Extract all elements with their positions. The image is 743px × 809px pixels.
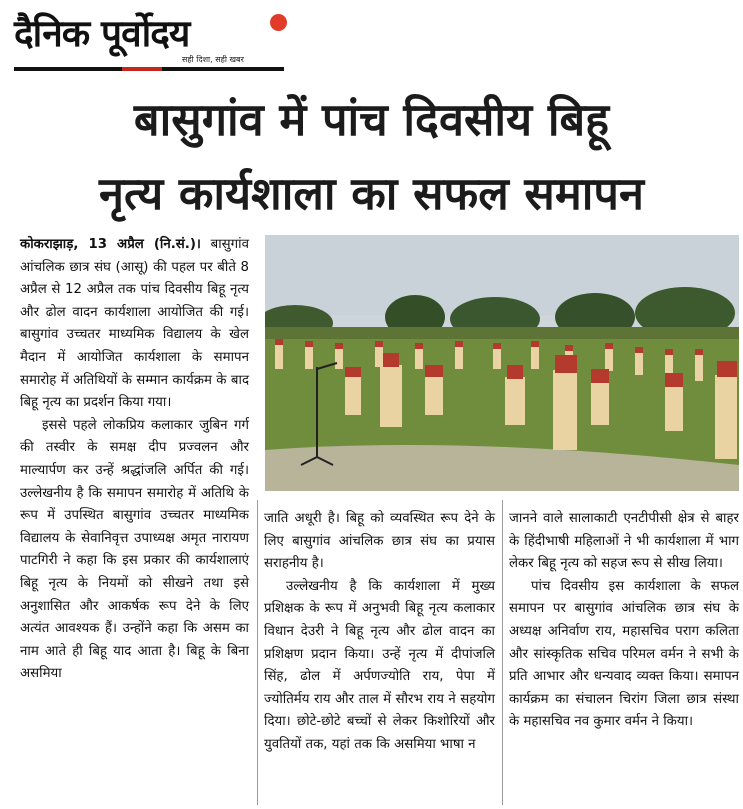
article-paragraph: इससे पहले लोकप्रिय कलाकार जुबिन गर्ग की तस्वीर के समक्ष दीप प्रज्वलन और माल्यार्पण कर उन्हें श्रद्धांजलि अर्पित की गई। उल्लेखनीय है कि समापन समारोह में अतिथि के रूप में उपस्थित बासुगांव उच्चतर माध्यमिक विद्यालय के सेवानिवृत्त उपाध्यक्ष अमृत नारायण पाटगिरी ने कहा कि इस प्रकार की कार्यशालाएं बिहू नृत्य के नियमों को सीखने तथा इसे अनुशासित और आकर्षक रूप देने के लिए अत्यंत आवश्यक हैं। उन्होंने कहा कि असम का नाम आते ही बिहू याद आता है। बिहू के बिना असमिया (20, 417, 249, 682)
article-column-3 (509, 508, 739, 734)
article-paragraph (20, 234, 249, 415)
logo-sun-icon (270, 14, 287, 31)
headline-line-1: बासुगांव में पांच दिवसीय बिहू (133, 93, 610, 146)
article-paragraph: पांच दिवसीय इस कार्यशाला के सफल समापन पर बासुगांव आंचलिक छात्र संघ के अध्यक्ष अनिर्वाण राय, महासचिव पराग कलिता और सांस्कृतिक सचिव परिमल वर्मन ने सभी के प्रति आभार और धन्यवाद व्यक्त किया। समापन कार्यक्रम का संचालन चिरांग जिला छात्र संस्था के महासचिव नव कुमार वर्मन ने किया। (509, 578, 739, 730)
column-divider (257, 500, 258, 805)
dateline: कोकराझाड़, 13 अप्रैल (नि.सं.)। (20, 237, 201, 252)
column-divider (502, 500, 503, 805)
headline-line-2: नृत्य कार्यशाला का सफल समापन (99, 167, 644, 220)
masthead-logo: दैनिक पूर्वोदय (14, 12, 190, 55)
photo-illustration (265, 235, 739, 491)
article-column-1 (20, 234, 249, 686)
article-paragraph: जानने वाले सालाकाटी एनटीपीसी क्षेत्र से बाहर के हिंदीभाषी महिलाओं ने भी कार्यशाला में भाग लेकर बिहू नृत्य को सहज रूप से सीख लिया। (509, 511, 739, 572)
masthead (14, 6, 284, 72)
article-paragraph: उल्लेखनीय है कि कार्यशाला में मुख्य प्रशिक्षक के रूप में अनुभवी बिहू नृत्य कलाकार विधान देउरी ने बिहू नृत्य और ढोल वादन का प्रशिक्षण प्रदान किया। उन्हें नृत्य में दीपांजलि सिंह, ढोल में अर्पणज्योति राय, पेपा में ज्योतिर्मय राय और ताल में सौरभ राय ने सहयोग दिया। छोटे-छोटे बच्चों से लेकर किशोरियों और युवतियों तक, यहां तक कि असमिया भाषा न (264, 578, 495, 752)
bihu-dance-photo (265, 235, 739, 491)
article-column-2 (264, 508, 495, 757)
masthead-tagline: सही दिशा, सही खबर (182, 55, 244, 64)
paragraph-text: बासुगांव आंचलिक छात्र संघ (आसू) की पहल पर बीते 8 अप्रैल से 12 अप्रैल तक पांच दिवसीय बिहू नृत्य और ढोल वादन कार्यशाला आयोजित की गई। बासुगांव उच्चतर माध्यमिक विद्यालय के खेल मैदान में आयोजित कार्यशाला के समापन समारोह में अतिथियों के सम्मान कार्यक्रम के बाद बिहू नृत्य का प्रदर्शन किया गया। (20, 237, 249, 411)
masthead-rule-accent (122, 67, 162, 71)
article-paragraph: जाति अधूरी है। बिहू को व्यवस्थित रूप देने के लिए बासुगांव आंचलिक छात्र संघ का प्रयास सराहनीय है। (264, 511, 495, 572)
